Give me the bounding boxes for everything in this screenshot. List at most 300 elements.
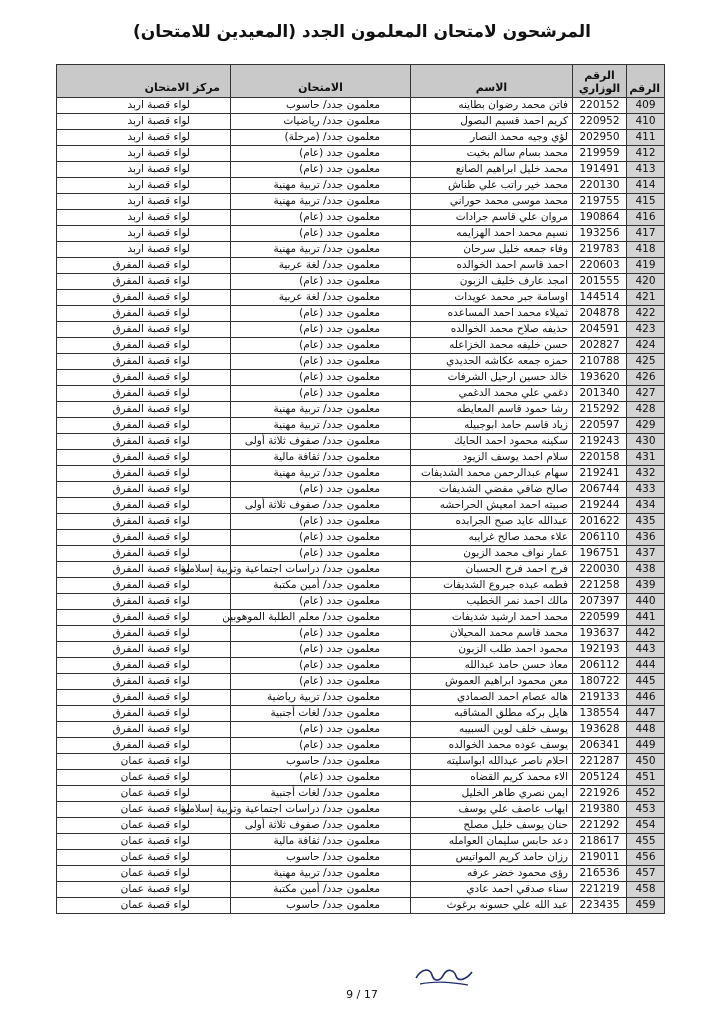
ministry-id-cell: 220952 xyxy=(573,114,627,130)
table-row xyxy=(57,786,665,802)
table-row xyxy=(57,194,665,210)
table-row xyxy=(57,514,665,530)
row-number-cell: 412 xyxy=(627,146,665,162)
exam-center-cell: لواء قصبة المفرق xyxy=(57,418,231,434)
table-row xyxy=(57,738,665,754)
ministry-id-cell: 196751 xyxy=(573,546,627,562)
candidate-name-cell: رؤى محمود خضر عرفه xyxy=(411,866,573,882)
ministry-id-cell: 201555 xyxy=(573,274,627,290)
table-row xyxy=(57,882,665,898)
candidate-name-cell: محمود احمد طلب الزبون xyxy=(411,642,573,658)
ministry-id-cell: 219783 xyxy=(573,242,627,258)
candidate-name-cell: لؤي وجيه محمد النصار xyxy=(411,130,573,146)
candidates-table xyxy=(56,64,665,914)
exam-center-cell: لواء قصبة المفرق xyxy=(57,658,231,674)
table-row xyxy=(57,322,665,338)
table-row xyxy=(57,610,665,626)
table-row xyxy=(57,562,665,578)
table-row xyxy=(57,210,665,226)
table-row xyxy=(57,530,665,546)
candidate-name-cell: محمد خليل ابراهيم الصانع xyxy=(411,162,573,178)
exam-center-cell: لواء قصبة المفرق xyxy=(57,354,231,370)
exam-type-cell: معلمون جدد/ لغات أجنبية xyxy=(231,706,411,722)
row-number-cell: 424 xyxy=(627,338,665,354)
exam-type-cell: معلمون جدد/ صفوف ثلاثة أولى xyxy=(231,498,411,514)
candidate-name-cell: محمد موسى محمد حوراني xyxy=(411,194,573,210)
candidate-name-cell: كريم احمد قسيم البصول xyxy=(411,114,573,130)
table-row xyxy=(57,498,665,514)
exam-center-cell: لواء قصبة اربد xyxy=(57,162,231,178)
table-row xyxy=(57,642,665,658)
table-row xyxy=(57,402,665,418)
exam-center-cell: لواء قصبة عمان xyxy=(57,866,231,882)
row-number-cell: 444 xyxy=(627,658,665,674)
exam-type-cell: معلمون جدد/ تربية مهنية xyxy=(231,178,411,194)
exam-type-cell: معلمون جدد/ صفوف ثلاثة أولى xyxy=(231,434,411,450)
exam-center-cell: لواء قصبة اربد xyxy=(57,178,231,194)
table-row xyxy=(57,226,665,242)
exam-type-cell: معلمون جدد/ تربية مهنية xyxy=(231,194,411,210)
row-number-cell: 428 xyxy=(627,402,665,418)
candidate-name-cell: الاء محمد كريم القضاه xyxy=(411,770,573,786)
row-number-cell: 429 xyxy=(627,418,665,434)
exam-center-cell: لواء قصبة المفرق xyxy=(57,642,231,658)
candidate-name-cell: حذيفه صلاح محمد الخوالده xyxy=(411,322,573,338)
exam-center-cell: لواء قصبة المفرق xyxy=(57,610,231,626)
exam-type-cell: معلمون جدد/ تربية مهنية xyxy=(231,402,411,418)
row-number-cell: 435 xyxy=(627,514,665,530)
ministry-id-cell: 220152 xyxy=(573,98,627,114)
row-number-cell: 415 xyxy=(627,194,665,210)
row-number-cell: 441 xyxy=(627,610,665,626)
row-number-cell: 437 xyxy=(627,546,665,562)
table-row xyxy=(57,818,665,834)
exam-type-cell: معلمون جدد (عام) xyxy=(231,770,411,786)
candidate-name-cell: سكينه محمود احمد الحايك xyxy=(411,434,573,450)
header-exam: الامتحان xyxy=(231,65,411,98)
row-number-cell: 451 xyxy=(627,770,665,786)
ministry-id-cell: 219755 xyxy=(573,194,627,210)
ministry-id-cell: 216536 xyxy=(573,866,627,882)
exam-type-cell: معلمون جدد/ ثقافة مالية xyxy=(231,834,411,850)
table-row xyxy=(57,354,665,370)
row-number-cell: 450 xyxy=(627,754,665,770)
ministry-id-cell: 218617 xyxy=(573,834,627,850)
row-number-cell: 456 xyxy=(627,850,665,866)
ministry-id-cell: 219241 xyxy=(573,466,627,482)
candidate-name-cell: دغمي علي محمد الدغمي xyxy=(411,386,573,402)
ministry-id-cell: 219959 xyxy=(573,146,627,162)
exam-center-cell: لواء قصبة عمان xyxy=(57,818,231,834)
table-row xyxy=(57,274,665,290)
candidate-name-cell: ثميلاء محمد احمد المساعده xyxy=(411,306,573,322)
ministry-id-cell: 206341 xyxy=(573,738,627,754)
table-row xyxy=(57,98,665,114)
exam-type-cell: معلمون جدد/ دراسات اجتماعية وتربية إسلامية xyxy=(231,802,411,818)
table-row xyxy=(57,114,665,130)
candidate-name-cell: اوسامة جبر محمد عويدات xyxy=(411,290,573,306)
candidate-name-cell: عبدالله عايد صبح الجرابده xyxy=(411,514,573,530)
table-row xyxy=(57,242,665,258)
candidate-name-cell: سلام احمد يوسف الزيود xyxy=(411,450,573,466)
ministry-id-cell: 221219 xyxy=(573,882,627,898)
table-row xyxy=(57,834,665,850)
candidate-name-cell: فرح احمد فرج الحسبان xyxy=(411,562,573,578)
page-number: 9 / 17 xyxy=(346,988,378,1001)
exam-center-cell: لواء قصبة المفرق xyxy=(57,578,231,594)
exam-center-cell: لواء قصبة اربد xyxy=(57,226,231,242)
exam-center-cell: لواء قصبة اربد xyxy=(57,98,231,114)
exam-center-cell: لواء قصبة المفرق xyxy=(57,306,231,322)
row-number-cell: 425 xyxy=(627,354,665,370)
ministry-id-cell: 221258 xyxy=(573,578,627,594)
row-number-cell: 438 xyxy=(627,562,665,578)
table-row xyxy=(57,594,665,610)
candidate-name-cell: صبيته احمد امعيش الحراحشه xyxy=(411,498,573,514)
table-row xyxy=(57,306,665,322)
ministry-id-cell: 219133 xyxy=(573,690,627,706)
exam-type-cell: معلمون جدد/ ثقافة مالية xyxy=(231,450,411,466)
exam-type-cell: معلمون جدد (عام) xyxy=(231,642,411,658)
row-number-cell: 410 xyxy=(627,114,665,130)
candidate-name-cell: سهام عبدالرحمن محمد الشديفات xyxy=(411,466,573,482)
table-row xyxy=(57,162,665,178)
row-number-cell: 457 xyxy=(627,866,665,882)
exam-center-cell: لواء قصبة عمان xyxy=(57,834,231,850)
candidate-name-cell: سناء صدقي احمد عادي xyxy=(411,882,573,898)
table-header-row xyxy=(57,65,665,98)
ministry-id-cell: 204591 xyxy=(573,322,627,338)
table-row xyxy=(57,866,665,882)
table-row xyxy=(57,290,665,306)
header-ministry-id xyxy=(573,65,627,98)
exam-type-cell: معلمون جدد/ معلم الطلبة الموهوبين xyxy=(231,610,411,626)
ministry-id-cell: 191491 xyxy=(573,162,627,178)
exam-center-cell: لواء قصبة اربد xyxy=(57,210,231,226)
table-row xyxy=(57,178,665,194)
candidate-name-cell: عمار نواف محمد الزبون xyxy=(411,546,573,562)
exam-type-cell: معلمون جدد/ تربية مهنية xyxy=(231,418,411,434)
ministry-id-cell: 220599 xyxy=(573,610,627,626)
row-number-cell: 427 xyxy=(627,386,665,402)
header-ministry-id-line1: الرقم xyxy=(584,69,615,82)
candidate-name-cell: يوسف خلف لوين السبيبه xyxy=(411,722,573,738)
exam-center-cell: لواء قصبة اربد xyxy=(57,130,231,146)
ministry-id-cell: 220158 xyxy=(573,450,627,466)
ministry-id-cell: 215292 xyxy=(573,402,627,418)
exam-type-cell: معلمون جدد (عام) xyxy=(231,338,411,354)
exam-type-cell: معلمون جدد (عام) xyxy=(231,594,411,610)
exam-type-cell: معلمون جدد/ حاسوب xyxy=(231,98,411,114)
row-number-cell: 414 xyxy=(627,178,665,194)
ministry-id-cell: 190864 xyxy=(573,210,627,226)
exam-type-cell: معلمون جدد (عام) xyxy=(231,162,411,178)
table-row xyxy=(57,482,665,498)
row-number-cell: 442 xyxy=(627,626,665,642)
exam-type-cell: معلمون جدد/ دراسات اجتماعية وتربية إسلامية xyxy=(231,562,411,578)
row-number-cell: 448 xyxy=(627,722,665,738)
ministry-id-cell: 205124 xyxy=(573,770,627,786)
ministry-id-cell: 193620 xyxy=(573,370,627,386)
candidate-name-cell: صالح ضافي مفضي الشديفات xyxy=(411,482,573,498)
table-row xyxy=(57,146,665,162)
exam-center-cell: لواء قصبة عمان xyxy=(57,898,231,914)
ministry-id-cell: 221926 xyxy=(573,786,627,802)
table-row xyxy=(57,434,665,450)
row-number-cell: 411 xyxy=(627,130,665,146)
table-row xyxy=(57,754,665,770)
row-number-cell: 458 xyxy=(627,882,665,898)
header-center: مركز الامتحان xyxy=(57,65,231,98)
exam-type-cell: معلمون جدد (عام) xyxy=(231,354,411,370)
ministry-id-cell: 201622 xyxy=(573,514,627,530)
exam-center-cell: لواء قصبة المفرق xyxy=(57,482,231,498)
row-number-cell: 409 xyxy=(627,98,665,114)
table-row xyxy=(57,850,665,866)
exam-center-cell: لواء قصبة المفرق xyxy=(57,386,231,402)
table-row xyxy=(57,418,665,434)
exam-type-cell: معلمون جدد/ تربية رياضية xyxy=(231,690,411,706)
exam-center-cell: لواء قصبة عمان xyxy=(57,754,231,770)
exam-center-cell: لواء قصبة اربد xyxy=(57,194,231,210)
row-number-cell: 446 xyxy=(627,690,665,706)
exam-center-cell: لواء قصبة اربد xyxy=(57,114,231,130)
table-row xyxy=(57,770,665,786)
row-number-cell: 426 xyxy=(627,370,665,386)
exam-type-cell: معلمون جدد (عام) xyxy=(231,482,411,498)
exam-center-cell: لواء قصبة المفرق xyxy=(57,706,231,722)
table-row xyxy=(57,386,665,402)
candidate-name-cell: وفاء جمعه خليل سرحان xyxy=(411,242,573,258)
table-row xyxy=(57,130,665,146)
ministry-id-cell: 144514 xyxy=(573,290,627,306)
ministry-id-cell: 220030 xyxy=(573,562,627,578)
ministry-id-cell: 193256 xyxy=(573,226,627,242)
table-row xyxy=(57,706,665,722)
exam-type-cell: معلمون جدد/ لغة عربية xyxy=(231,258,411,274)
exam-type-cell: معلمون جدد (عام) xyxy=(231,146,411,162)
row-number-cell: 430 xyxy=(627,434,665,450)
exam-center-cell: لواء قصبة المفرق xyxy=(57,258,231,274)
row-number-cell: 447 xyxy=(627,706,665,722)
row-number-cell: 443 xyxy=(627,642,665,658)
exam-type-cell: معلمون جدد/ أمين مكتبة xyxy=(231,882,411,898)
ministry-id-cell: 202827 xyxy=(573,338,627,354)
exam-type-cell: معلمون جدد/ تربية مهنية xyxy=(231,242,411,258)
row-number-cell: 413 xyxy=(627,162,665,178)
table-row xyxy=(57,626,665,642)
ministry-id-cell: 192193 xyxy=(573,642,627,658)
table-row xyxy=(57,802,665,818)
table-row xyxy=(57,898,665,914)
candidate-name-cell: حمزه جمعه عكاشه الحديدي xyxy=(411,354,573,370)
exam-center-cell: لواء قصبة المفرق xyxy=(57,338,231,354)
ministry-id-cell: 206112 xyxy=(573,658,627,674)
header-ministry-id-line2: الوزاري xyxy=(578,82,621,95)
exam-type-cell: معلمون جدد (عام) xyxy=(231,674,411,690)
ministry-id-cell: 221292 xyxy=(573,818,627,834)
header-num: الرقم xyxy=(627,65,665,98)
candidate-name-cell: فطمه عبده جبروع الشديفات xyxy=(411,578,573,594)
table-row xyxy=(57,546,665,562)
exam-type-cell: معلمون جدد (عام) xyxy=(231,274,411,290)
exam-type-cell: معلمون جدد/ رياضيات xyxy=(231,114,411,130)
candidate-name-cell: معاذ حسن حامد عبدالله xyxy=(411,658,573,674)
row-number-cell: 431 xyxy=(627,450,665,466)
exam-center-cell: لواء قصبة المفرق xyxy=(57,402,231,418)
exam-type-cell: معلمون جدد/ حاسوب xyxy=(231,754,411,770)
exam-type-cell: معلمون جدد/ صفوف ثلاثة أولى xyxy=(231,818,411,834)
exam-center-cell: لواء قصبة المفرق xyxy=(57,738,231,754)
row-number-cell: 423 xyxy=(627,322,665,338)
candidate-name-cell: ايهاب عاصف علي يوسف xyxy=(411,802,573,818)
row-number-cell: 445 xyxy=(627,674,665,690)
exam-type-cell: معلمون جدد/ لغة عربية xyxy=(231,290,411,306)
table-row xyxy=(57,370,665,386)
exam-type-cell: معلمون جدد/ (مرحلة) xyxy=(231,130,411,146)
exam-type-cell: معلمون جدد (عام) xyxy=(231,370,411,386)
ministry-id-cell: 207397 xyxy=(573,594,627,610)
row-number-cell: 436 xyxy=(627,530,665,546)
row-number-cell: 440 xyxy=(627,594,665,610)
exam-center-cell: لواء قصبة المفرق xyxy=(57,290,231,306)
exam-center-cell: لواء قصبة المفرق xyxy=(57,626,231,642)
exam-center-cell: لواء قصبة المفرق xyxy=(57,562,231,578)
exam-center-cell: لواء قصبة المفرق xyxy=(57,434,231,450)
row-number-cell: 455 xyxy=(627,834,665,850)
candidate-name-cell: هاله عصام احمد الصمادي xyxy=(411,690,573,706)
ministry-id-cell: 220603 xyxy=(573,258,627,274)
ministry-id-cell: 202950 xyxy=(573,130,627,146)
ministry-id-cell: 204878 xyxy=(573,306,627,322)
row-number-cell: 454 xyxy=(627,818,665,834)
exam-type-cell: معلمون جدد (عام) xyxy=(231,306,411,322)
row-number-cell: 420 xyxy=(627,274,665,290)
exam-type-cell: معلمون جدد (عام) xyxy=(231,386,411,402)
exam-center-cell: لواء قصبة عمان xyxy=(57,770,231,786)
table-row xyxy=(57,690,665,706)
ministry-id-cell: 201340 xyxy=(573,386,627,402)
table-row xyxy=(57,722,665,738)
candidate-name-cell: هايل بركه مطلق المشاقبه xyxy=(411,706,573,722)
exam-type-cell: معلمون جدد/ تربية مهنية xyxy=(231,866,411,882)
page-title: المرشحون لامتحان المعلمون الجدد (المعيدين للامتحان) xyxy=(133,22,591,42)
row-number-cell: 439 xyxy=(627,578,665,594)
row-number-cell: 421 xyxy=(627,290,665,306)
candidate-name-cell: رزان حامد كريم المواتيس xyxy=(411,850,573,866)
ministry-id-cell: 220130 xyxy=(573,178,627,194)
candidate-name-cell: علاء محمد صالح غرايبه xyxy=(411,530,573,546)
exam-center-cell: لواء قصبة المفرق xyxy=(57,498,231,514)
row-number-cell: 419 xyxy=(627,258,665,274)
candidate-name-cell: عبد الله علي حسونه برغوث xyxy=(411,898,573,914)
exam-center-cell: لواء قصبة المفرق xyxy=(57,466,231,482)
exam-type-cell: معلمون جدد/ أمين مكتبة xyxy=(231,578,411,594)
ministry-id-cell: 220597 xyxy=(573,418,627,434)
candidate-name-cell: احلام ناصر عبدالله ابواسليته xyxy=(411,754,573,770)
exam-center-cell: لواء قصبة المفرق xyxy=(57,514,231,530)
ministry-id-cell: 219380 xyxy=(573,802,627,818)
candidate-name-cell: زياد قاسم حامد ابوجبيله xyxy=(411,418,573,434)
exam-type-cell: معلمون جدد (عام) xyxy=(231,210,411,226)
row-number-cell: 418 xyxy=(627,242,665,258)
candidates-table-wrapper xyxy=(56,64,664,914)
exam-center-cell: لواء قصبة المفرق xyxy=(57,546,231,562)
exam-center-cell: لواء قصبة المفرق xyxy=(57,674,231,690)
row-number-cell: 449 xyxy=(627,738,665,754)
exam-type-cell: معلمون جدد (عام) xyxy=(231,514,411,530)
candidate-name-cell: محمد احمد ارشيد شديفات xyxy=(411,610,573,626)
table-row xyxy=(57,674,665,690)
exam-center-cell: لواء قصبة المفرق xyxy=(57,722,231,738)
row-number-cell: 459 xyxy=(627,898,665,914)
exam-center-cell: لواء قصبة المفرق xyxy=(57,594,231,610)
exam-type-cell: معلمون جدد (عام) xyxy=(231,626,411,642)
row-number-cell: 422 xyxy=(627,306,665,322)
exam-center-cell: لواء قصبة عمان xyxy=(57,786,231,802)
row-number-cell: 417 xyxy=(627,226,665,242)
ministry-id-cell: 206744 xyxy=(573,482,627,498)
candidate-name-cell: معن محمود ابراهيم العموش xyxy=(411,674,573,690)
ministry-id-cell: 206110 xyxy=(573,530,627,546)
exam-type-cell: معلمون جدد/ حاسوب xyxy=(231,898,411,914)
exam-type-cell: معلمون جدد/ تربية مهنية xyxy=(231,466,411,482)
candidate-name-cell: ايمن نصري طاهر الخليل xyxy=(411,786,573,802)
candidate-name-cell: محمد خير راتب علي طناش xyxy=(411,178,573,194)
ministry-id-cell: 219243 xyxy=(573,434,627,450)
exam-center-cell: لواء قصبة اربد xyxy=(57,146,231,162)
candidate-name-cell: يوسف عوده محمد الخوالده xyxy=(411,738,573,754)
candidate-name-cell: حنان يوسف خليل مصلح xyxy=(411,818,573,834)
ministry-id-cell: 180722 xyxy=(573,674,627,690)
candidate-name-cell: حسن خليفه محمد الخزاعله xyxy=(411,338,573,354)
ministry-id-cell: 221287 xyxy=(573,754,627,770)
candidate-name-cell: مروان علي قاسم جرادات xyxy=(411,210,573,226)
candidate-name-cell: احمد قاسم احمد الخوالده xyxy=(411,258,573,274)
table-row xyxy=(57,578,665,594)
row-number-cell: 416 xyxy=(627,210,665,226)
table-row xyxy=(57,338,665,354)
ministry-id-cell: 219244 xyxy=(573,498,627,514)
exam-type-cell: معلمون جدد (عام) xyxy=(231,722,411,738)
exam-center-cell: لواء قصبة المفرق xyxy=(57,690,231,706)
exam-center-cell: لواء قصبة المفرق xyxy=(57,274,231,290)
exam-type-cell: معلمون جدد (عام) xyxy=(231,658,411,674)
exam-center-cell: لواء قصبة عمان xyxy=(57,802,231,818)
exam-type-cell: معلمون جدد (عام) xyxy=(231,322,411,338)
exam-type-cell: معلمون جدد (عام) xyxy=(231,546,411,562)
exam-center-cell: لواء قصبة عمان xyxy=(57,850,231,866)
exam-center-cell: لواء قصبة عمان xyxy=(57,882,231,898)
exam-center-cell: لواء قصبة المفرق xyxy=(57,370,231,386)
candidate-name-cell: رشا حمود قاسم المعايطه xyxy=(411,402,573,418)
candidate-name-cell: دعد حابس سليمان العوامله xyxy=(411,834,573,850)
exam-center-cell: لواء قصبة اربد xyxy=(57,242,231,258)
candidate-name-cell: نسيم محمد احمد الهزايمه xyxy=(411,226,573,242)
signature-mark xyxy=(410,960,480,990)
header-name: الاسم xyxy=(411,65,573,98)
ministry-id-cell: 219011 xyxy=(573,850,627,866)
table-row xyxy=(57,450,665,466)
table-row xyxy=(57,258,665,274)
candidate-name-cell: مالك احمد نمر الخطيب xyxy=(411,594,573,610)
row-number-cell: 452 xyxy=(627,786,665,802)
exam-type-cell: معلمون جدد (عام) xyxy=(231,530,411,546)
table-body xyxy=(57,98,665,914)
table-row xyxy=(57,466,665,482)
exam-type-cell: معلمون جدد/ حاسوب xyxy=(231,850,411,866)
ministry-id-cell: 138554 xyxy=(573,706,627,722)
